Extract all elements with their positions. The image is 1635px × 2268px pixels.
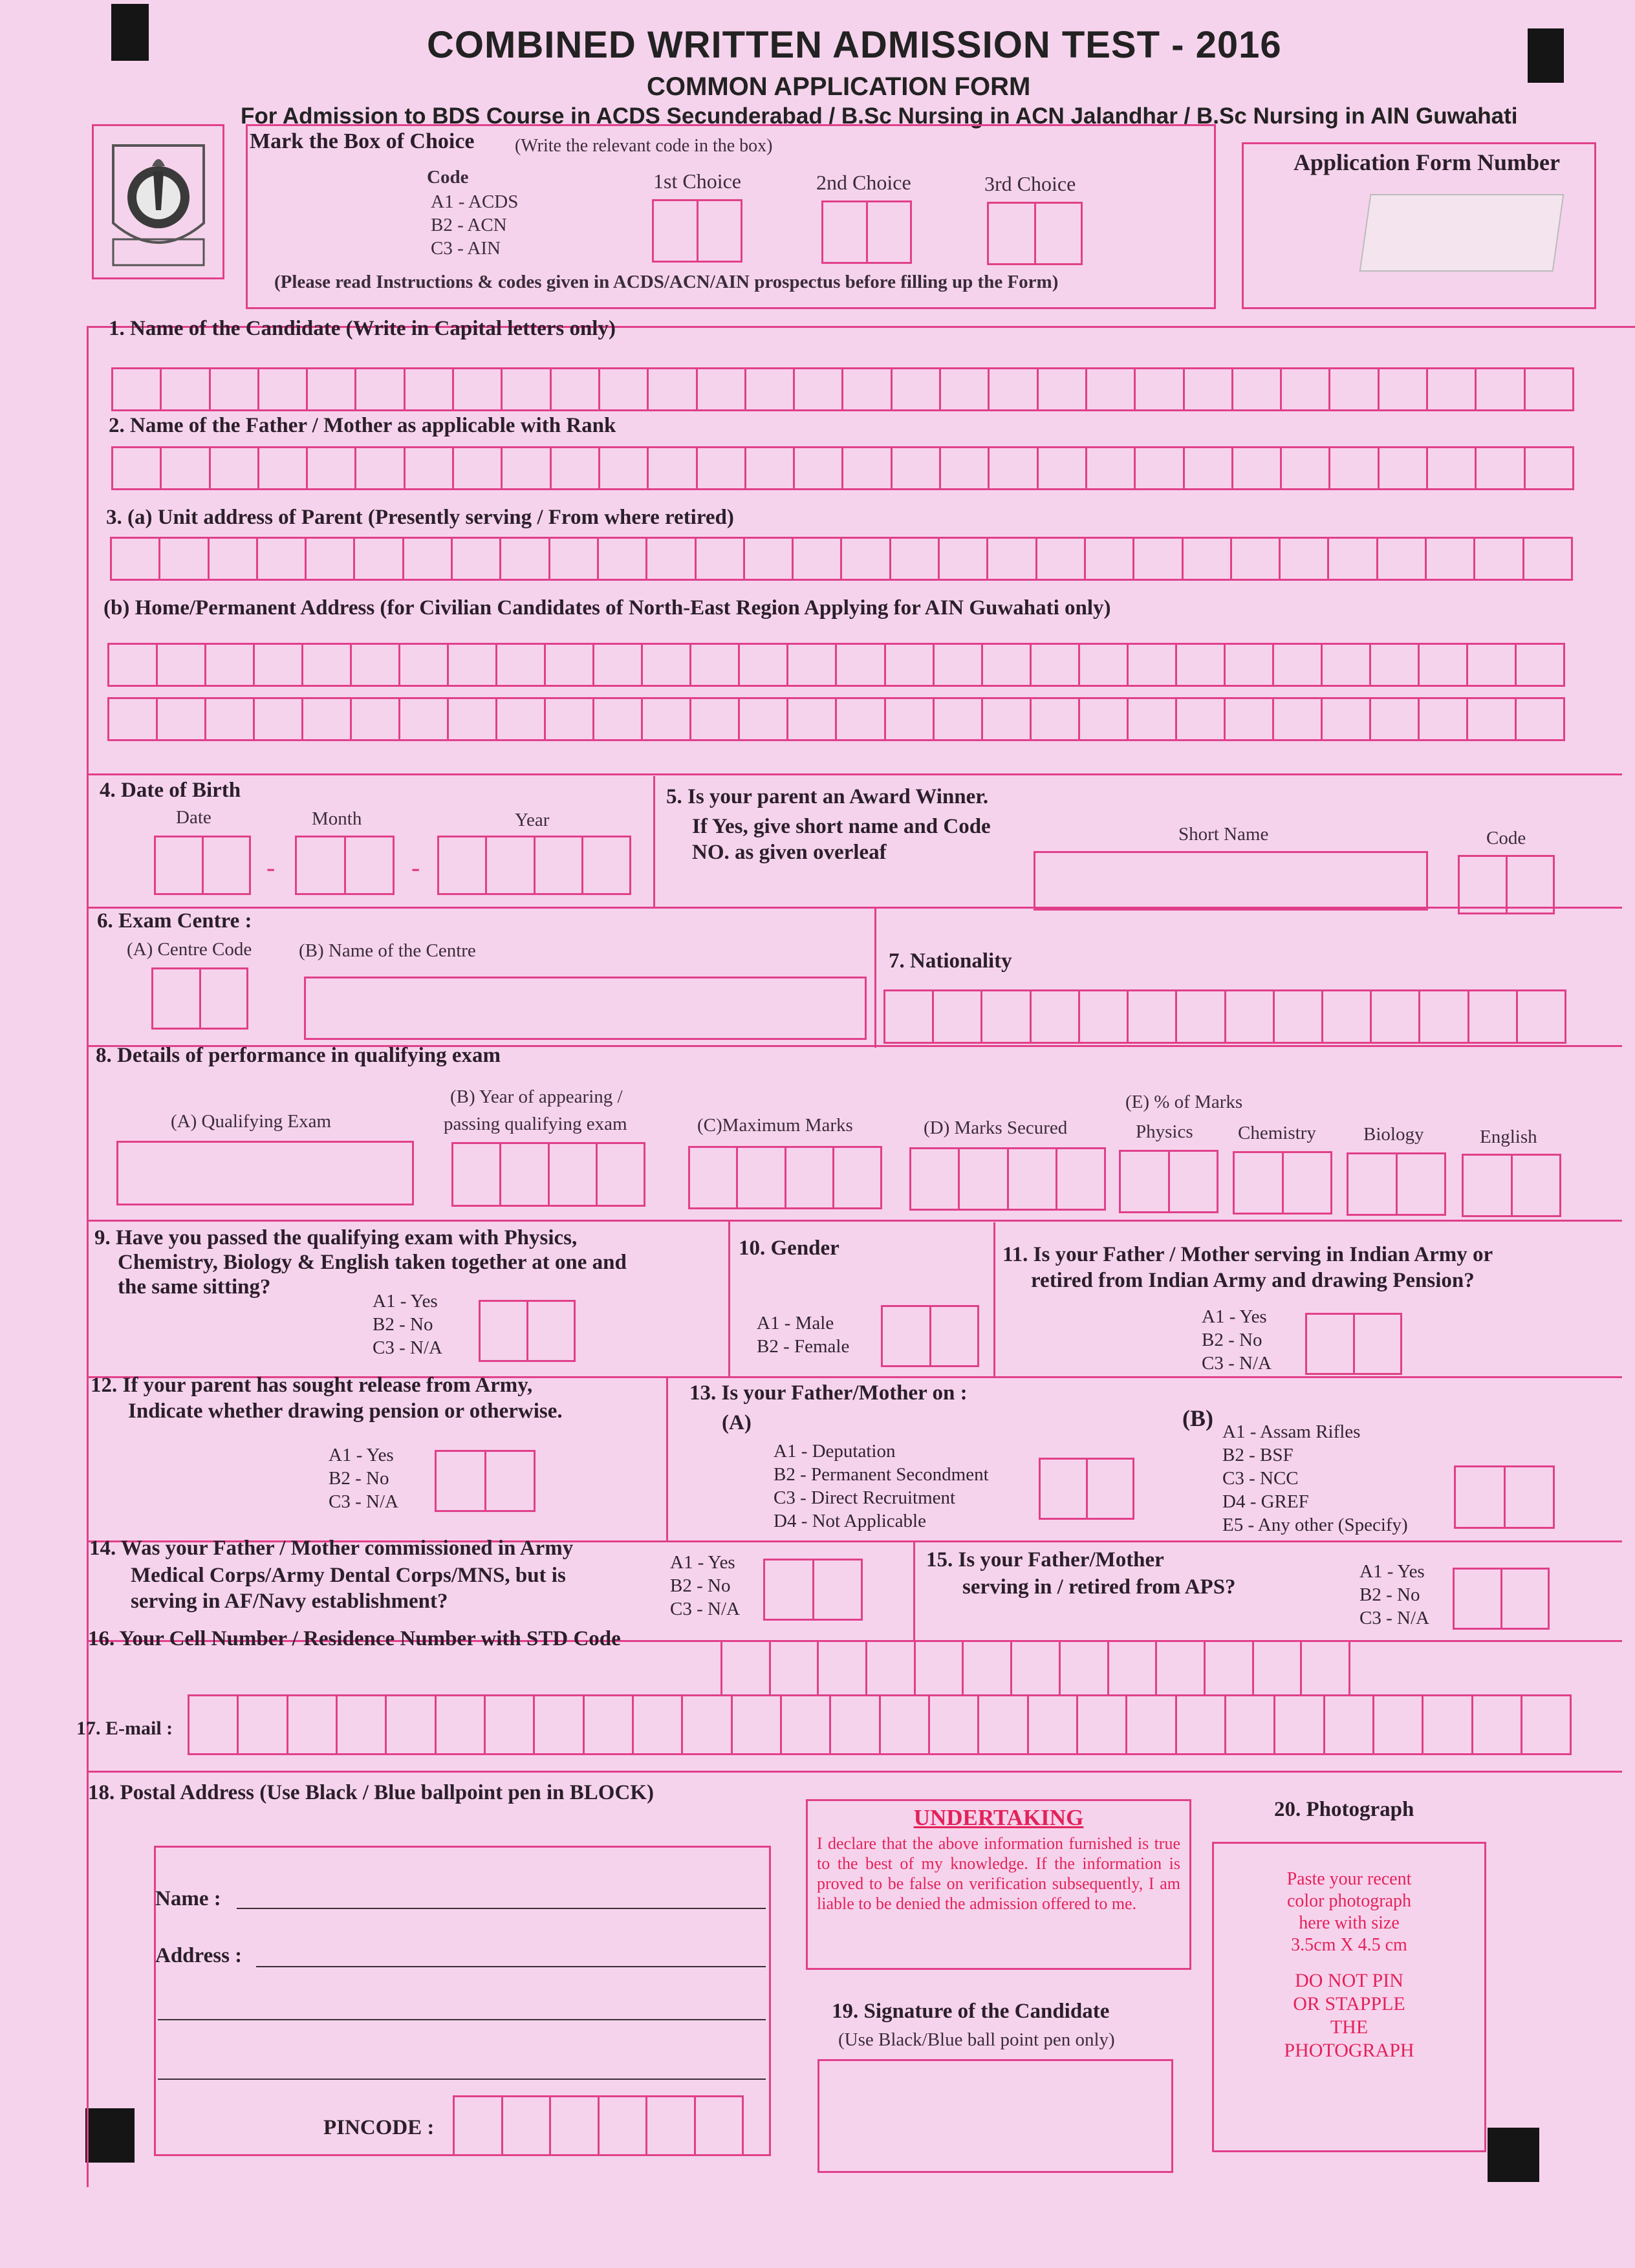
q5-line1: 5. Is your parent an Award Winner. [666, 785, 989, 808]
maximum-marks-input[interactable] [688, 1146, 882, 1209]
emblem-box [92, 124, 224, 279]
q12-answer-input[interactable] [435, 1450, 536, 1512]
q18-label: 18. Postal Address (Use Black / Blue ballpoint pen in BLOCK) [88, 1781, 654, 1804]
admission-line: For Admission to BDS Course in ACDS Secunderabad / B.Sc Nursing in ACN Jalandhar / B.Sc Nursing in AIN Guwahati [241, 103, 1518, 129]
q4-label: 4. Date of Birth [100, 779, 241, 802]
divider-q18 [87, 1771, 1622, 1773]
dob-dash-2: - [411, 853, 420, 882]
nationality-input[interactable] [883, 989, 1566, 1044]
marks-secured-input[interactable] [909, 1147, 1106, 1211]
postal-name-label: Name : [155, 1887, 221, 1910]
physics-percent-input[interactable] [1119, 1150, 1218, 1213]
q5-line2: If Yes, give short name and Code [692, 815, 991, 838]
english-percent-input[interactable] [1462, 1154, 1561, 1217]
photo-instruction-2: color photograph [1286, 1891, 1412, 1911]
q15-options: A1 - Yes B2 - No C3 - N/A [1359, 1561, 1429, 1628]
divider-q6-q7 [874, 908, 876, 1048]
photo-warning-2: OR STAPPLE [1293, 1993, 1405, 2014]
divider-q14-q15 [913, 1542, 915, 1641]
q9-line1: 9. Have you passed the qualifying exam with Physics, [94, 1226, 578, 1249]
unit-address-input[interactable] [110, 537, 1573, 581]
photo-warning-3: THE [1330, 2016, 1369, 2038]
army-emblem-icon [94, 126, 222, 277]
q8-label: 8. Details of performance in qualifying exam [96, 1044, 501, 1067]
photo-warning-4: PHOTOGRAPH [1284, 2040, 1414, 2061]
code-option-a1: A1 - ACDS [431, 191, 519, 212]
home-address-input-line2[interactable] [107, 697, 1565, 741]
q12-line1: 12. If your parent has sought release from Army, [91, 1374, 533, 1397]
code-option-c3: C3 - AIN [431, 238, 501, 259]
biology-label: Biology [1363, 1124, 1424, 1145]
q13-label: 13. Is your Father/Mother on : [689, 1381, 968, 1405]
english-label: English [1480, 1127, 1537, 1147]
award-short-name-label: Short Name [1178, 824, 1269, 845]
centre-code-label: (A) Centre Code [127, 939, 252, 960]
chemistry-percent-input[interactable] [1233, 1151, 1332, 1215]
photo-instruction-4: 3.5cm X 4.5 cm [1291, 1935, 1407, 1955]
q14-line2: Medical Corps/Army Dental Corps/MNS, but is [131, 1564, 566, 1587]
q13-a-options: A1 - Deputation B2 - Permanent Secondment C3 - Direct Recruitment D4 - Not Applicable [774, 1441, 989, 1531]
maximum-marks-label: (C)Maximum Marks [697, 1115, 853, 1136]
first-choice-label: 1st Choice [653, 169, 741, 193]
q11-answer-input[interactable] [1305, 1313, 1402, 1375]
photo-instruction-1: Paste your recent [1286, 1869, 1412, 1889]
q11-line1: 11. Is your Father / Mother serving in Indian Army or [1002, 1243, 1493, 1266]
q13-a-tag: (A) [722, 1411, 752, 1434]
marks-secured-label: (D) Marks Secured [924, 1118, 1068, 1138]
q11-line2: retired from Indian Army and drawing Pension? [1031, 1269, 1475, 1292]
choice-heading: Mark the Box of Choice [250, 129, 475, 153]
form-number-sticker-area [1359, 194, 1565, 272]
q17-label: 17. E-mail : [76, 1718, 173, 1739]
divider-q12-q13 [666, 1377, 668, 1542]
biology-percent-input[interactable] [1347, 1152, 1446, 1216]
q5-line3: NO. as given overleaf [692, 841, 887, 864]
q1-label: 1. Name of the Candidate (Write in Capital letters only) [109, 317, 616, 340]
q6-label: 6. Exam Centre : [97, 909, 252, 933]
divider-q10-q11 [993, 1222, 995, 1377]
pincode-label: PINCODE : [323, 2116, 435, 2139]
q19-label: 19. Signature of the Candidate [832, 2000, 1110, 2023]
q16-label: 16. Your Cell Number / Residence Number with STD Code [88, 1627, 621, 1650]
award-code-label: Code [1486, 828, 1526, 848]
dob-dash-1: - [266, 853, 276, 882]
form-subtitle: COMMON APPLICATION FORM [647, 72, 1031, 101]
percent-marks-label: (E) % of Marks [1125, 1092, 1243, 1112]
code-option-b2: B2 - ACN [431, 215, 507, 235]
q14-options: A1 - Yes B2 - No C3 - N/A [670, 1552, 740, 1619]
q13-a-answer-input[interactable] [1039, 1458, 1134, 1520]
postal-address-line-1[interactable] [256, 1966, 766, 1967]
candidate-name-input[interactable] [111, 367, 1574, 411]
undertaking-title: UNDERTAKING [913, 1805, 1084, 1830]
dob-month-label: Month [312, 808, 362, 829]
registration-marker-top-right [1528, 28, 1564, 83]
parent-name-input[interactable] [111, 446, 1574, 490]
application-form-number-label: Application Form Number [1294, 149, 1560, 175]
q10-options: A1 - Male B2 - Female [757, 1313, 850, 1357]
signature-box[interactable] [817, 2059, 1173, 2173]
dob-year-label: Year [515, 810, 550, 830]
q15-line2: serving in / retired from APS? [962, 1575, 1236, 1599]
q2-label: 2. Name of the Father / Mother as applicable with Rank [109, 414, 616, 437]
first-choice-input[interactable] [652, 199, 742, 263]
physics-label: Physics [1136, 1121, 1193, 1142]
q9-answer-input[interactable] [479, 1300, 576, 1362]
q14-line1: 14. Was your Father / Mother commissioned in Army [89, 1537, 574, 1560]
q13-b-options: A1 - Assam Rifles B2 - BSF C3 - NCC D4 - GREF E5 - Any other (Specify) [1222, 1421, 1408, 1535]
q13-b-tag: (B) [1182, 1405, 1213, 1431]
second-choice-input[interactable] [821, 200, 912, 264]
form-title: COMBINED WRITTEN ADMISSION TEST - 2016 [427, 24, 1282, 66]
photo-warning-1: DO NOT PIN [1295, 1970, 1403, 1991]
centre-name-label: (B) Name of the Centre [299, 940, 476, 961]
chemistry-label: Chemistry [1238, 1123, 1316, 1143]
home-address-input-line1[interactable] [107, 643, 1565, 687]
q15-line1: 15. Is your Father/Mother [926, 1548, 1164, 1571]
choice-hint: (Write the relevant code in the box) [515, 136, 773, 156]
third-choice-input[interactable] [987, 202, 1083, 265]
qualifying-exam-label: (A) Qualifying Exam [171, 1111, 332, 1132]
divider-q6 [87, 907, 1622, 909]
q9-line3: the same sitting? [118, 1275, 271, 1299]
code-heading: Code [427, 167, 469, 188]
postal-address-line-3[interactable] [158, 2079, 766, 2080]
dob-date-input[interactable] [154, 836, 251, 895]
postal-name-line[interactable] [237, 1908, 766, 1909]
photograph-box[interactable] [1212, 1842, 1486, 2152]
divider-q4 [87, 773, 1622, 775]
gender-input[interactable] [881, 1305, 979, 1367]
year-appearing-input[interactable] [451, 1142, 645, 1207]
dob-date-label: Date [176, 807, 211, 828]
award-short-name-input[interactable] [1034, 851, 1428, 911]
phone-number-input[interactable] [720, 1640, 1350, 1698]
photo-instruction-3: here with size [1299, 1913, 1400, 1933]
q19-hint: (Use Black/Blue ball point pen only) [838, 2029, 1115, 2050]
undertaking-text: I declare that the above information furnished is true to the best of my knowledge. If the information is proved to be false on verification subsequently, I am liable to be denied the admission offered to me. [817, 1834, 1180, 1913]
q13-b-answer-input[interactable] [1454, 1465, 1555, 1529]
q20-label: 20. Photograph [1274, 1798, 1414, 1821]
award-code-input[interactable] [1458, 855, 1555, 914]
email-input[interactable] [188, 1694, 1572, 1755]
q14-answer-input[interactable] [763, 1559, 863, 1621]
q11-options: A1 - Yes B2 - No C3 - N/A [1202, 1306, 1272, 1374]
q7-label: 7. Nationality [889, 949, 1012, 973]
third-choice-label: 3rd Choice [984, 172, 1076, 195]
qualifying-exam-input[interactable] [116, 1141, 414, 1205]
postal-address-label: Address : [155, 1944, 243, 1967]
second-choice-label: 2nd Choice [816, 171, 911, 194]
undertaking-box [806, 1799, 1191, 1970]
year-appearing-label-2: passing qualifying exam [444, 1114, 627, 1134]
dob-month-input[interactable] [295, 836, 395, 895]
q3b-label: (b) Home/Permanent Address (for Civilian Candidates of North-East Region Applying for AIN Guwahati only) [103, 596, 1111, 620]
q3a-label: 3. (a) Unit address of Parent (Presently serving / From where retired) [106, 506, 734, 529]
q12-line2: Indicate whether drawing pension or otherwise. [128, 1399, 563, 1423]
registration-marker-top-left [111, 4, 149, 61]
divider-q9-q10 [728, 1221, 730, 1377]
divider-q9 [87, 1220, 1622, 1222]
centre-code-input[interactable] [151, 967, 248, 1030]
q10-label: 10. Gender [739, 1237, 839, 1260]
divider-q4-q5 [653, 776, 655, 908]
postal-address-line-2[interactable] [158, 2019, 766, 2020]
choice-instruction: (Please read Instructions & codes given in ACDS/ACN/AIN prospectus before filling up the Form) [274, 272, 1059, 292]
centre-name-input[interactable] [304, 977, 867, 1040]
q14-line3: serving in AF/Navy establishment? [131, 1590, 448, 1613]
q9-options: A1 - Yes B2 - No C3 - N/A [373, 1291, 442, 1358]
q12-options: A1 - Yes B2 - No C3 - N/A [329, 1445, 398, 1512]
year-appearing-label-1: (B) Year of appearing / [450, 1086, 623, 1107]
pincode-input[interactable] [453, 2095, 744, 2156]
q9-line2: Chemistry, Biology & English taken together at one and [118, 1251, 627, 1274]
dob-year-input[interactable] [437, 836, 631, 895]
q15-answer-input[interactable] [1453, 1568, 1550, 1630]
